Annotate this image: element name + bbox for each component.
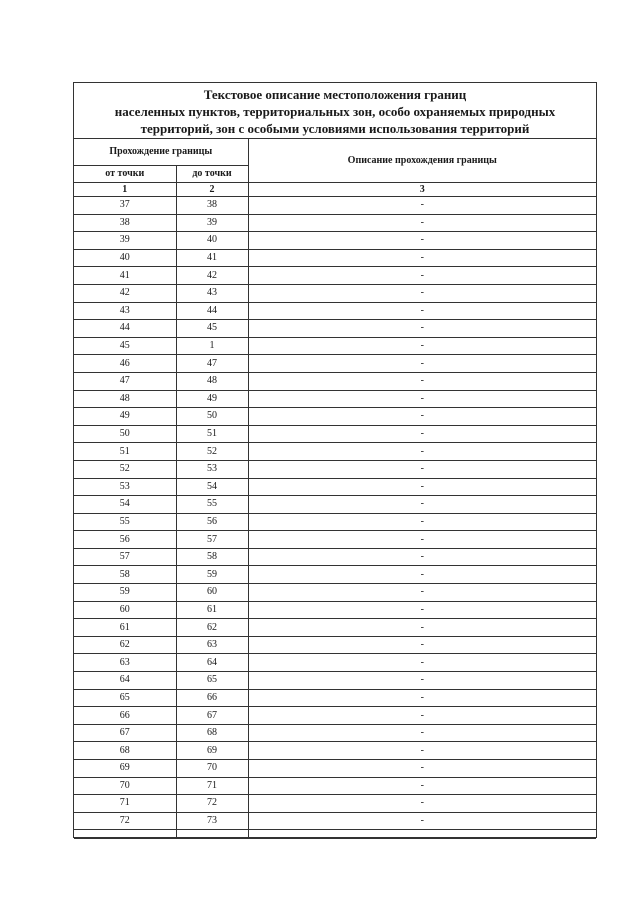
cell-description: - bbox=[248, 425, 596, 443]
cell-description: - bbox=[248, 566, 596, 584]
table-row bbox=[74, 513, 596, 531]
cell-description: - bbox=[248, 513, 596, 531]
cell-description: - bbox=[248, 372, 596, 390]
table-row bbox=[74, 460, 596, 478]
cell-to-point: 66 bbox=[176, 689, 248, 707]
table-row bbox=[74, 372, 596, 390]
table-row bbox=[74, 795, 596, 813]
cell-from-point: 67 bbox=[74, 724, 176, 742]
cell-description: - bbox=[248, 584, 596, 602]
cell-description: - bbox=[248, 707, 596, 725]
cell-from-point: 39 bbox=[74, 232, 176, 250]
cell-from-point: 45 bbox=[74, 337, 176, 355]
cell-to-point: 39 bbox=[176, 214, 248, 232]
cell-to-point: 72 bbox=[176, 795, 248, 813]
cell-from-point: 55 bbox=[74, 513, 176, 531]
cell-from-point: 43 bbox=[74, 302, 176, 320]
cell-description: - bbox=[248, 760, 596, 778]
cell-from-point: 37 bbox=[74, 197, 176, 215]
cell-to-point: 69 bbox=[176, 742, 248, 760]
cell-description: - bbox=[248, 496, 596, 514]
cell-to-point: 47 bbox=[176, 355, 248, 373]
cell-to-point: 58 bbox=[176, 548, 248, 566]
cell-description: - bbox=[248, 390, 596, 408]
table-row bbox=[74, 355, 596, 373]
table-row bbox=[74, 707, 596, 725]
cell-from-point: 49 bbox=[74, 408, 176, 426]
title-line-3: территорий, зон с особыми условиями использования территорий bbox=[140, 121, 530, 136]
table-row bbox=[74, 760, 596, 778]
cell-description: - bbox=[248, 654, 596, 672]
table-row bbox=[74, 724, 596, 742]
cell-to-point: 62 bbox=[176, 619, 248, 637]
cell-to-point: 54 bbox=[176, 478, 248, 496]
cell-from-point: 44 bbox=[74, 320, 176, 338]
cell-description: - bbox=[248, 408, 596, 426]
cell-to-point: 73 bbox=[176, 812, 248, 830]
table-row bbox=[74, 566, 596, 584]
cell-description: - bbox=[248, 601, 596, 619]
cell-description: - bbox=[248, 249, 596, 267]
cell-from-point: 50 bbox=[74, 425, 176, 443]
cell-from-point: 63 bbox=[74, 654, 176, 672]
cell-description: - bbox=[248, 548, 596, 566]
cell-from-point: 58 bbox=[74, 566, 176, 584]
table-row bbox=[74, 812, 596, 830]
cell-description: - bbox=[248, 478, 596, 496]
cell-description: - bbox=[248, 302, 596, 320]
cell-from-point: 41 bbox=[74, 267, 176, 285]
table-row bbox=[74, 267, 596, 285]
cell-from-point: 51 bbox=[74, 443, 176, 461]
cell-to-point: 60 bbox=[176, 584, 248, 602]
cell-from-point: 57 bbox=[74, 548, 176, 566]
table-row bbox=[74, 636, 596, 654]
cell-description: - bbox=[248, 742, 596, 760]
table-row bbox=[74, 654, 596, 672]
cell-description: - bbox=[248, 355, 596, 373]
cell-from-point: 69 bbox=[74, 760, 176, 778]
cell-from-point: 61 bbox=[74, 619, 176, 637]
title-line-1: Текстовое описание местоположения границ bbox=[203, 87, 467, 102]
cell-to-point: 40 bbox=[176, 232, 248, 250]
cell-description: - bbox=[248, 197, 596, 215]
table-row bbox=[74, 284, 596, 302]
header-col-2: 2 bbox=[176, 183, 248, 197]
cell-to-point: 68 bbox=[176, 724, 248, 742]
table-row bbox=[74, 548, 596, 566]
header-passage: Прохождение границы bbox=[74, 139, 248, 166]
cell-to-point: 65 bbox=[176, 672, 248, 690]
cell-to-point: 38 bbox=[176, 197, 248, 215]
table-row bbox=[74, 337, 596, 355]
cell-to-point: 52 bbox=[176, 443, 248, 461]
cell-to-point: 49 bbox=[176, 390, 248, 408]
table-row bbox=[74, 496, 596, 514]
cell-description: - bbox=[248, 214, 596, 232]
table-row bbox=[74, 320, 596, 338]
table-row bbox=[74, 197, 596, 215]
cell-from-point: 38 bbox=[74, 214, 176, 232]
cell-description: - bbox=[248, 672, 596, 690]
cell-from-point: 47 bbox=[74, 372, 176, 390]
cell-from-point: 71 bbox=[74, 795, 176, 813]
header-from-point: от точки bbox=[74, 166, 176, 183]
cell-from-point: 66 bbox=[74, 707, 176, 725]
header-row-numbers bbox=[74, 183, 596, 197]
header-col-1: 1 bbox=[74, 183, 176, 197]
cell-to-point: 57 bbox=[176, 531, 248, 549]
cell-to-point: 45 bbox=[176, 320, 248, 338]
cell-from-point: 42 bbox=[74, 284, 176, 302]
cell-description: - bbox=[248, 724, 596, 742]
boundary-table bbox=[74, 139, 596, 839]
header-row-1 bbox=[74, 139, 596, 166]
table-row bbox=[74, 443, 596, 461]
cell-from-point: 72 bbox=[74, 812, 176, 830]
table-row bbox=[74, 425, 596, 443]
table-row bbox=[74, 601, 596, 619]
cell-from-point: 68 bbox=[74, 742, 176, 760]
cell-description: - bbox=[248, 689, 596, 707]
table-row bbox=[74, 302, 596, 320]
document-title bbox=[74, 83, 596, 139]
cell-from-point: 65 bbox=[74, 689, 176, 707]
empty-cell bbox=[176, 830, 248, 839]
boundary-table-body bbox=[74, 139, 596, 839]
table-row bbox=[74, 214, 596, 232]
table-row bbox=[74, 531, 596, 549]
cell-to-point: 42 bbox=[176, 267, 248, 285]
cell-from-point: 40 bbox=[74, 249, 176, 267]
cell-description: - bbox=[248, 267, 596, 285]
table-row bbox=[74, 249, 596, 267]
table-row bbox=[74, 232, 596, 250]
cell-to-point: 41 bbox=[176, 249, 248, 267]
cell-description: - bbox=[248, 460, 596, 478]
cell-from-point: 70 bbox=[74, 777, 176, 795]
cell-to-point: 51 bbox=[176, 425, 248, 443]
cell-description: - bbox=[248, 636, 596, 654]
empty-cell bbox=[74, 830, 176, 839]
cell-to-point: 48 bbox=[176, 372, 248, 390]
cell-to-point: 53 bbox=[176, 460, 248, 478]
cell-to-point: 1 bbox=[176, 337, 248, 355]
cell-to-point: 56 bbox=[176, 513, 248, 531]
cell-description: - bbox=[248, 284, 596, 302]
cell-from-point: 60 bbox=[74, 601, 176, 619]
cell-description: - bbox=[248, 320, 596, 338]
cell-from-point: 48 bbox=[74, 390, 176, 408]
header-col-3: 3 bbox=[248, 183, 596, 197]
cell-description: - bbox=[248, 531, 596, 549]
cell-to-point: 59 bbox=[176, 566, 248, 584]
cell-description: - bbox=[248, 795, 596, 813]
table-row bbox=[74, 742, 596, 760]
cell-to-point: 63 bbox=[176, 636, 248, 654]
cell-from-point: 64 bbox=[74, 672, 176, 690]
table-row bbox=[74, 390, 596, 408]
cell-description: - bbox=[248, 337, 596, 355]
cell-from-point: 62 bbox=[74, 636, 176, 654]
table-row bbox=[74, 478, 596, 496]
cell-from-point: 46 bbox=[74, 355, 176, 373]
cell-to-point: 44 bbox=[176, 302, 248, 320]
table-row bbox=[74, 619, 596, 637]
table-row bbox=[74, 584, 596, 602]
cell-to-point: 64 bbox=[176, 654, 248, 672]
header-to-point: до точки bbox=[176, 166, 248, 183]
table-row bbox=[74, 689, 596, 707]
table-row bbox=[74, 777, 596, 795]
cell-description: - bbox=[248, 777, 596, 795]
cell-from-point: 54 bbox=[74, 496, 176, 514]
cell-to-point: 67 bbox=[176, 707, 248, 725]
cell-to-point: 50 bbox=[176, 408, 248, 426]
table-row-empty bbox=[74, 830, 596, 839]
document-frame bbox=[73, 82, 597, 838]
cell-from-point: 52 bbox=[74, 460, 176, 478]
cell-to-point: 43 bbox=[176, 284, 248, 302]
table-row bbox=[74, 672, 596, 690]
cell-to-point: 55 bbox=[176, 496, 248, 514]
cell-from-point: 56 bbox=[74, 531, 176, 549]
cell-from-point: 53 bbox=[74, 478, 176, 496]
cell-to-point: 70 bbox=[176, 760, 248, 778]
empty-cell bbox=[248, 830, 596, 839]
title-line-2: населенных пунктов, территориальных зон, особо охраняемых природных bbox=[114, 104, 556, 119]
cell-description: - bbox=[248, 619, 596, 637]
cell-description: - bbox=[248, 232, 596, 250]
cell-description: - bbox=[248, 443, 596, 461]
cell-to-point: 61 bbox=[176, 601, 248, 619]
cell-from-point: 59 bbox=[74, 584, 176, 602]
header-description: Описание прохождения границы bbox=[248, 139, 596, 183]
cell-to-point: 71 bbox=[176, 777, 248, 795]
table-row bbox=[74, 408, 596, 426]
cell-description: - bbox=[248, 812, 596, 830]
